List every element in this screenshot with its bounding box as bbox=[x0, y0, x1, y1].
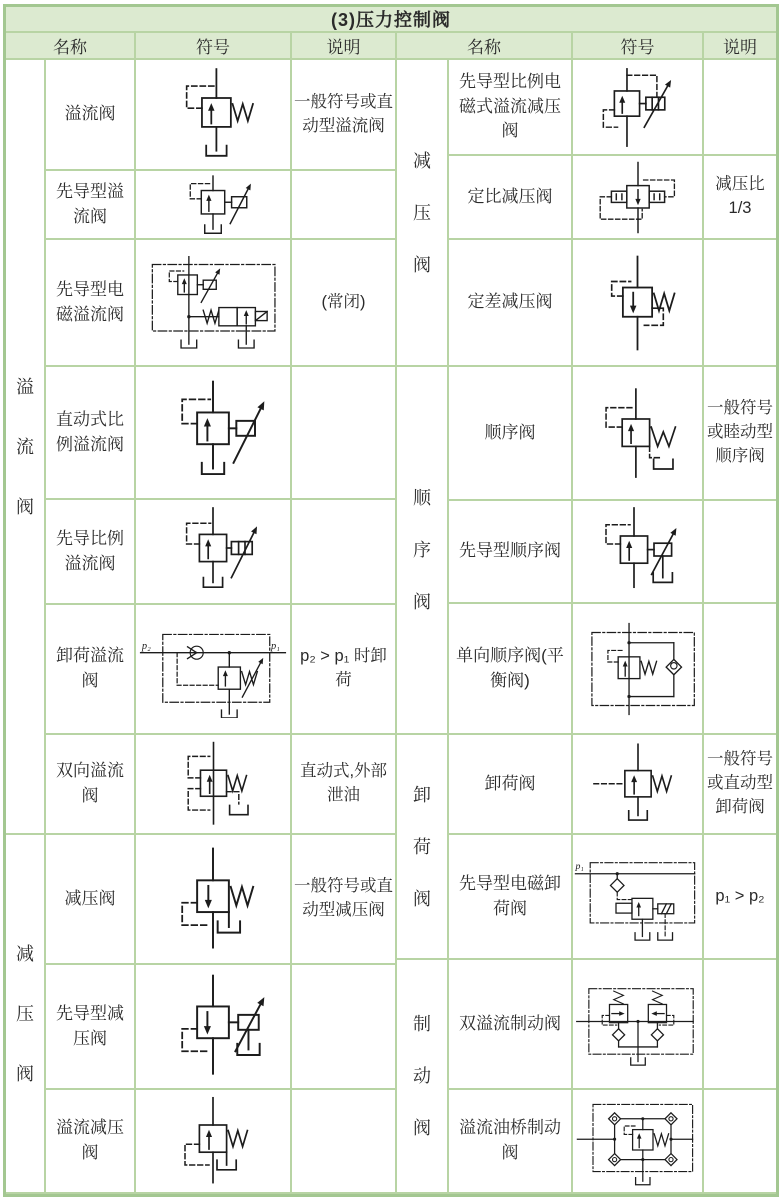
valve-symbol-cell bbox=[573, 60, 704, 156]
valve-symbol-cell bbox=[136, 171, 292, 240]
valve-name-cell: 溢流油桥制动阀 bbox=[449, 1090, 573, 1194]
valve-symbol-cell bbox=[573, 156, 704, 240]
one-way-sequence-valve-icon bbox=[574, 621, 702, 717]
pilot-relief-valve-icon bbox=[161, 174, 265, 236]
fixed-ratio-reducing-valve-icon bbox=[582, 159, 694, 236]
valve-symbol-cell bbox=[573, 1090, 704, 1194]
valve-name-cell: 先导型溢流阀 bbox=[46, 171, 136, 240]
valve-desc-cell bbox=[292, 367, 397, 500]
pilot-proportional-relief-valve-icon bbox=[153, 504, 273, 600]
category-char: 制 bbox=[413, 1014, 431, 1034]
pilot-proportional-solenoid-relief-reducing-valve-icon bbox=[575, 64, 701, 151]
valve-desc-cell bbox=[292, 171, 397, 240]
valve-name-cell: 卸荷阀 bbox=[449, 735, 573, 835]
direct-proportional-relief-valve-icon bbox=[143, 377, 283, 489]
valve-name-cell: 直动式比例溢流阀 bbox=[46, 367, 136, 500]
valve-symbol-cell bbox=[136, 965, 292, 1090]
valve-desc-cell: p₂ > p₁ 时卸荷 bbox=[292, 605, 397, 735]
category-char: 压 bbox=[413, 202, 431, 223]
svg-text:p₁: p₁ bbox=[575, 860, 584, 872]
category-char: 阀 bbox=[413, 592, 431, 612]
category-char: 溢 bbox=[16, 376, 34, 397]
category-char: 荷 bbox=[413, 836, 431, 857]
valve-symbol-cell bbox=[136, 1090, 292, 1194]
fixed-difference-reducing-valve-icon bbox=[573, 251, 702, 355]
pilot-solenoid-unloading-valve-icon bbox=[573, 850, 702, 943]
category-cell-left-0 bbox=[6, 60, 46, 835]
valve-name-cell: 减压阀 bbox=[46, 835, 136, 965]
valve-symbol-cell bbox=[573, 367, 704, 501]
relief-reducing-valve-icon bbox=[153, 1093, 273, 1189]
category-char: 减 bbox=[16, 943, 34, 964]
header-name-left: 名称 bbox=[6, 33, 136, 58]
valve-symbol-cell bbox=[136, 367, 292, 500]
category-cell-right-0 bbox=[397, 60, 449, 367]
valve-name-cell: 先导型减压阀 bbox=[46, 965, 136, 1090]
valve-name-cell: 定比减压阀 bbox=[449, 156, 573, 240]
pilot-sequence-valve-icon bbox=[574, 504, 702, 600]
svg-text:p₁: p₁ bbox=[271, 640, 280, 652]
pressure-control-valve-table bbox=[3, 4, 779, 1197]
table-body bbox=[6, 60, 776, 1194]
valve-desc-cell: 一般符号或睦动型顺序阀 bbox=[704, 367, 776, 501]
valve-desc-cell: p₁ > p₂ bbox=[704, 835, 776, 960]
valve-name-cell: 卸荷溢流阀 bbox=[46, 605, 136, 735]
valve-desc-cell bbox=[292, 500, 397, 605]
valve-symbol-cell bbox=[136, 500, 292, 605]
valve-symbol-cell bbox=[573, 960, 704, 1090]
table-title: (3)压力控制阀 bbox=[6, 7, 776, 33]
valve-symbol-cell bbox=[573, 835, 704, 960]
category-char: 卸 bbox=[413, 784, 431, 805]
category-cell-right-3 bbox=[397, 960, 449, 1194]
category-char: 阀 bbox=[413, 888, 431, 909]
valve-symbol-cell bbox=[573, 735, 704, 835]
category-char: 减 bbox=[413, 150, 431, 171]
category-char: 动 bbox=[413, 1066, 431, 1086]
header-name-right: 名称 bbox=[397, 33, 573, 58]
category-char: 顺 bbox=[413, 488, 431, 508]
valve-name-cell: 先导型顺序阀 bbox=[449, 501, 573, 604]
header-symbol-right: 符号 bbox=[573, 33, 704, 58]
bidirectional-relief-valve-icon bbox=[156, 738, 271, 830]
valve-desc-cell bbox=[704, 1090, 776, 1194]
valve-desc-cell: 一般符号或直动型溢流阀 bbox=[292, 60, 397, 171]
valve-name-cell: 溢流阀 bbox=[46, 60, 136, 171]
sequence-valve-icon bbox=[573, 380, 702, 487]
valve-desc-cell bbox=[704, 960, 776, 1090]
valve-symbol-cell bbox=[136, 735, 292, 835]
category-cell-right-1 bbox=[397, 367, 449, 735]
valve-desc-cell: 减压比 1/3 bbox=[704, 156, 776, 240]
pilot-reducing-valve-icon bbox=[143, 971, 283, 1083]
valve-name-cell: 先导型电磁卸荷阀 bbox=[449, 835, 573, 960]
relief-valve-icon bbox=[149, 64, 277, 166]
valve-name-cell: 先导型比例电磁式溢流减压阀 bbox=[449, 60, 573, 156]
valve-desc-cell bbox=[292, 965, 397, 1090]
valve-name-cell: 单向顺序阀(平衡阀) bbox=[449, 604, 573, 735]
valve-desc-cell: 一般符号或直动型减压阀 bbox=[292, 835, 397, 965]
valve-symbol-cell bbox=[573, 604, 704, 735]
valve-desc-cell bbox=[704, 604, 776, 735]
valve-desc-cell: 直动式,外部泄油 bbox=[292, 735, 397, 835]
valve-symbol-cell bbox=[136, 240, 292, 367]
valve-symbol-cell bbox=[136, 835, 292, 965]
category-char: 序 bbox=[413, 540, 431, 560]
valve-name-cell: 先导型电磁溢流阀 bbox=[46, 240, 136, 367]
valve-desc-cell: (常闭) bbox=[292, 240, 397, 367]
valve-symbol-cell bbox=[573, 501, 704, 604]
valve-name-cell: 先导比例溢流阀 bbox=[46, 500, 136, 605]
table-header-row bbox=[6, 33, 776, 60]
category-char: 流 bbox=[16, 436, 34, 457]
reducing-valve-icon bbox=[143, 843, 283, 955]
unloading-relief-valve-icon bbox=[138, 620, 288, 718]
category-char: 压 bbox=[16, 1003, 34, 1024]
valve-symbol-cell bbox=[136, 605, 292, 735]
valve-desc-cell: 一般符号或直动型卸荷阀 bbox=[704, 735, 776, 835]
header-symbol-left: 符号 bbox=[136, 33, 292, 58]
dual-relief-brake-valve-icon bbox=[574, 979, 702, 1070]
valve-name-cell: 顺序阀 bbox=[449, 367, 573, 501]
valve-name-cell: 双溢流制动阀 bbox=[449, 960, 573, 1090]
pilot-solenoid-relief-valve-icon bbox=[138, 254, 288, 352]
unloading-valve-icon bbox=[580, 738, 696, 831]
valve-desc-cell bbox=[704, 501, 776, 604]
valve-name-cell: 定差减压阀 bbox=[449, 240, 573, 367]
category-char: 阀 bbox=[413, 254, 431, 275]
valve-desc-cell bbox=[704, 60, 776, 156]
table-right-half bbox=[397, 60, 776, 1194]
header-desc-right: 说明 bbox=[723, 38, 757, 57]
header-desc-left: 说明 bbox=[292, 33, 397, 58]
svg-text:p₂: p₂ bbox=[141, 640, 151, 652]
category-char: 阀 bbox=[16, 496, 34, 517]
valve-name-cell: 双向溢流阀 bbox=[46, 735, 136, 835]
table-left-half bbox=[6, 60, 397, 1194]
valve-name-cell: 溢流减压阀 bbox=[46, 1090, 136, 1194]
category-cell-left-1 bbox=[6, 835, 46, 1194]
category-char: 阀 bbox=[16, 1063, 34, 1084]
category-char: 阀 bbox=[413, 1118, 431, 1138]
category-cell-right-2 bbox=[397, 735, 449, 960]
valve-desc-cell bbox=[704, 240, 776, 367]
valve-symbol-cell bbox=[136, 60, 292, 171]
relief-bridge-brake-valve-icon bbox=[575, 1096, 701, 1186]
valve-desc-cell bbox=[292, 1090, 397, 1194]
valve-symbol-cell bbox=[573, 240, 704, 367]
